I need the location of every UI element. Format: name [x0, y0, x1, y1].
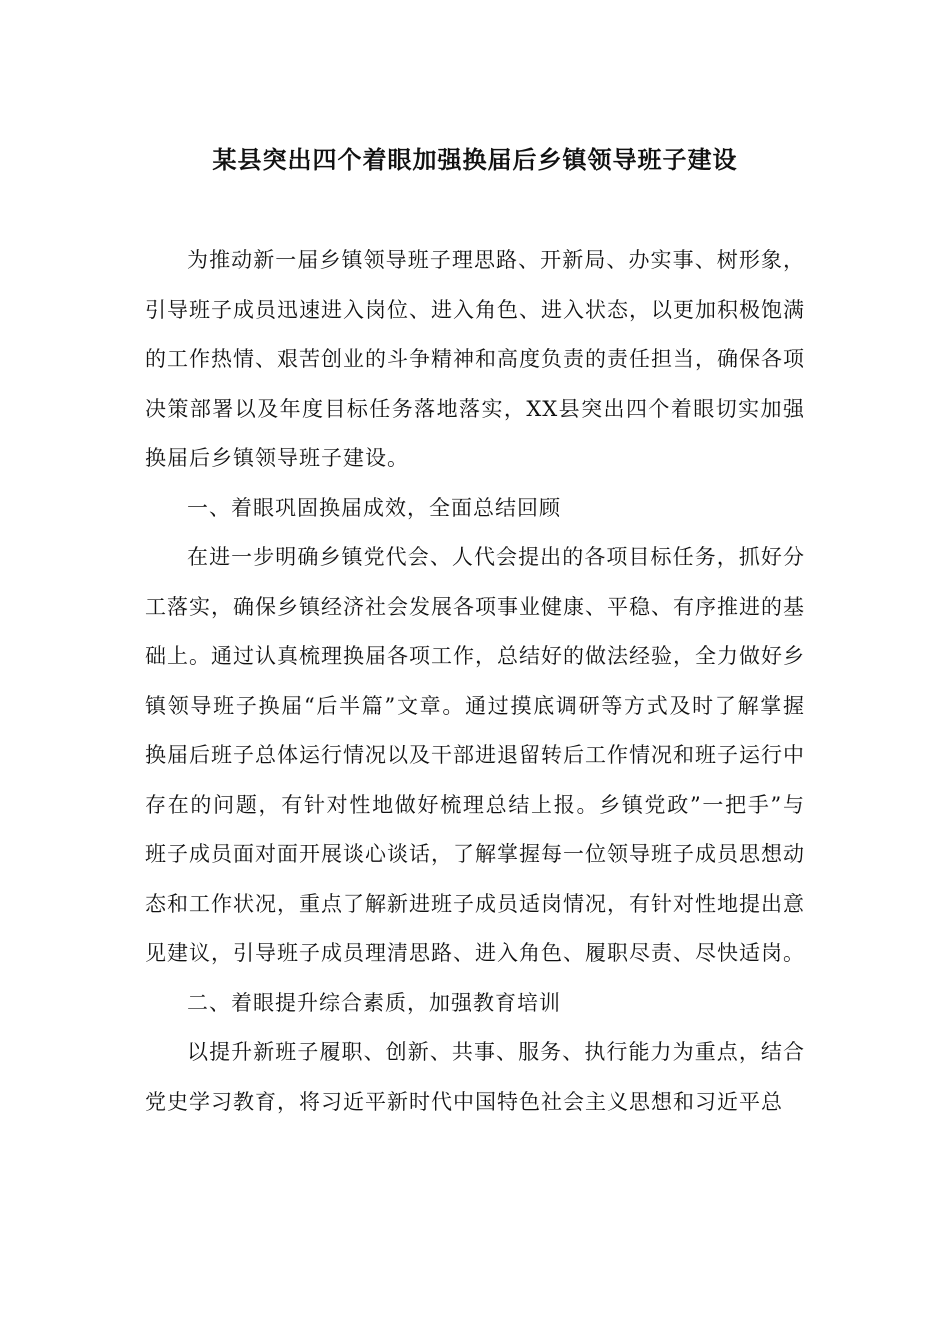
- section-heading-2: 二、着眼提升综合素质，加强教育培训: [187, 990, 561, 1015]
- document-title: 某县突出四个着眼加强换届后乡镇领导班子建设: [212, 145, 738, 174]
- section-2-paragraph: 以提升新班子履职、创新、共事、服务、执行能力为重点，结合党史学习教育，将习近平新时代中国特色社会主义思想和习近平总: [145, 1040, 805, 1114]
- section-heading-1: 一、着眼巩固换届成效，全面总结回顾: [187, 495, 561, 520]
- document-body: [145, 236, 805, 1127]
- section-1-paragraph: 在进一步明确乡镇党代会、人代会提出的各项目标任务，抓好分工落实，确保乡镇经济社会发展各项事业健康、平稳、有序推进的基础上。通过认真梳理换届各项工作，总结好的做法经验，全力做好乡镇领导班子换届“后半篇”文章。通过摸底调研等方式及时了解掌握换届后班子总体运行情况以及干部进退留转后工作情况和班子运行中存在的问题，有针对性地做好梳理总结上报。乡镇党政”一把手”与班子成员面对面开展谈心谈话，了解掌握每一位领导班子成员思想动态和工作状况，重点了解新进班子成员适岗情况，有针对性地提出意见建议，引导班子成员理清思路、进入角色、履职尽责、尽快适岗。: [145, 545, 805, 965]
- intro-paragraph: 为推动新一届乡镇领导班子理思路、开新局、办实事、树形象，引导班子成员迅速进入岗位、进入角色、进入状态，以更加积极饱满的工作热情、艰苦创业的斗争精神和高度负责的责任担当，确保各项决策部署以及年度目标任务落地落实，XX县突出四个着眼切实加强换届后乡镇领导班子建设。: [145, 248, 805, 470]
